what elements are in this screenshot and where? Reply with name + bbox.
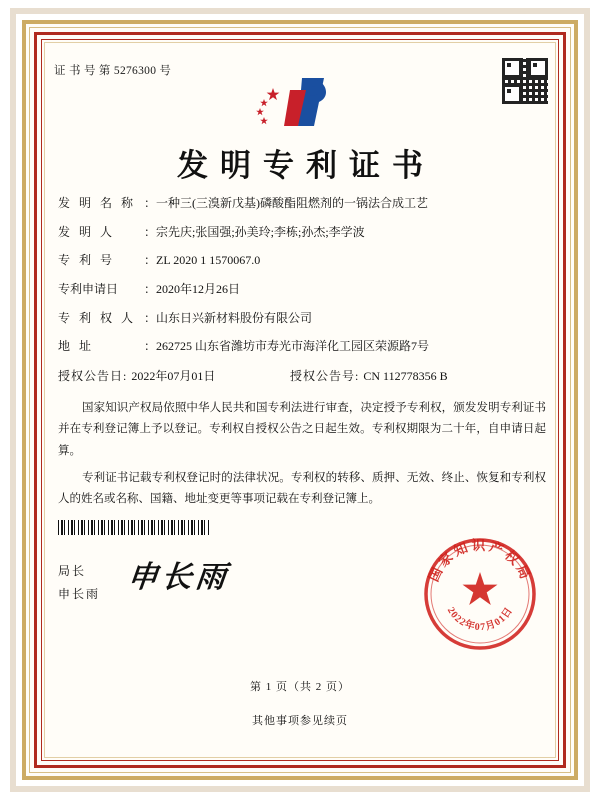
official-red-seal-icon bbox=[418, 532, 542, 656]
legal-text bbox=[58, 398, 546, 516]
footnote: 其他事项参见续页 bbox=[252, 715, 348, 727]
svg-text:2022年07月01日: 2022年07月01日 bbox=[444, 605, 516, 634]
paragraph-2: 专利证书记载专利权登记时的法律状况。专利权的转移、质押、无效、终止、恢复和专利权人的姓名或名称、国籍、地址变更等事项记载在专利登记簿上。 bbox=[58, 471, 546, 506]
certificate-number: 证 书 号 第 5276300 号 bbox=[54, 65, 172, 77]
field-value: 262725 山东省潍坊市寿光市海洋化工园区荣源路7号 bbox=[156, 339, 430, 354]
field-colon: ： bbox=[144, 282, 157, 297]
field-value: 2022年07月01日 bbox=[131, 369, 216, 384]
cnipa-emblem-icon bbox=[0, 72, 600, 134]
director-name: 申长雨 bbox=[58, 586, 101, 601]
field-colon: ： bbox=[144, 224, 157, 239]
field-label: 专 利 号 bbox=[58, 253, 116, 268]
director-title: 局长 bbox=[58, 564, 87, 578]
field-label: 授权公告号: bbox=[290, 369, 360, 384]
field-label: 专 利 权 人 bbox=[58, 310, 137, 325]
barcode-icon bbox=[58, 520, 210, 535]
paragraph-1: 国家知识产权局依照中华人民共和国专利法进行审查，决定授予专利权，颁发发明专利证书并在专利登记簿上予以登记。专利权自授权公告之日起生效。专利权期限为二十年，自申请日起算。 bbox=[58, 402, 546, 457]
field-inventors bbox=[58, 224, 546, 240]
field-grant-row bbox=[58, 367, 546, 384]
page-number: 第 1 页（共 2 页） bbox=[250, 681, 350, 693]
field-value: ZL 2020 1 1570067.0 bbox=[156, 253, 261, 268]
page-title: 发明专利证书 bbox=[177, 148, 435, 183]
field-label: 发 明 人 bbox=[58, 224, 116, 239]
field-invention-name bbox=[58, 195, 546, 211]
field-label: 专利申请日 bbox=[58, 282, 119, 297]
field-value: 宗先庆;张国强;孙美玲;李栋;孙杰;李学波 bbox=[156, 224, 365, 239]
field-value: 山东日兴新材料股份有限公司 bbox=[156, 310, 313, 325]
field-application-date bbox=[58, 281, 546, 297]
field-colon: ： bbox=[144, 310, 157, 325]
svg-text:国家知识产权局: 国家知识产权局 bbox=[425, 538, 535, 584]
field-label: 发 明 名 称 bbox=[58, 196, 137, 210]
field-colon: ： bbox=[144, 339, 157, 354]
signature-block bbox=[58, 560, 100, 606]
field-patent-number bbox=[58, 252, 546, 268]
field-address bbox=[58, 338, 546, 354]
handwritten-signature: 申长雨 bbox=[125, 561, 232, 594]
field-value: 2020年12月26日 bbox=[156, 282, 241, 297]
field-label: 授权公告日: bbox=[58, 369, 128, 384]
field-colon: ： bbox=[144, 196, 157, 210]
field-label: 地 址 bbox=[58, 339, 95, 354]
field-colon: ： bbox=[144, 253, 157, 268]
field-value: CN 112778356 B bbox=[363, 369, 448, 384]
field-value: 一种三(三溴新戊基)磷酸酯阻燃剂的一锅法合成工艺 bbox=[156, 196, 429, 210]
field-list bbox=[58, 195, 546, 397]
field-patentee bbox=[58, 310, 546, 326]
field-grant-date bbox=[58, 367, 290, 384]
field-grant-number bbox=[290, 367, 448, 384]
